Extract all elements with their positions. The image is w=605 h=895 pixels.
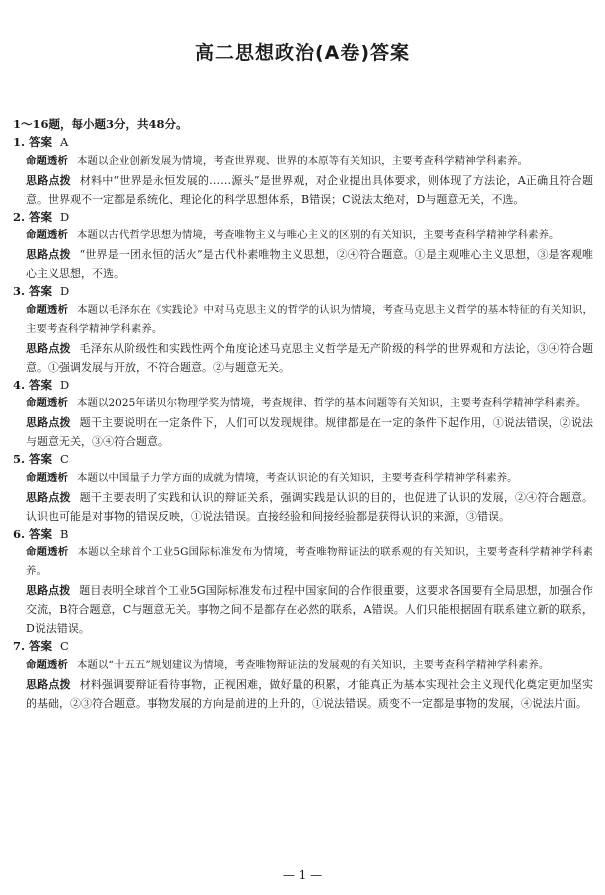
hint-label: 思路点拨 (26, 584, 71, 597)
analysis-label: 命题透析 (26, 546, 69, 558)
question-item (13, 377, 593, 452)
hint-text: 毛泽东从阶级性和实践性两个角度论述马克思主义哲学是无产阶级的科学的世界观和方法论，③④符合题意。①强调发展与开放，不符合题意。②与题意无关。 (26, 341, 593, 374)
hint-paragraph (13, 675, 593, 713)
answer-label: 答案 (29, 526, 53, 541)
answer-label: 答案 (29, 639, 53, 653)
analysis-label: 命题透析 (26, 303, 69, 316)
question-item (13, 209, 593, 284)
answer-value: A (60, 135, 69, 149)
hint-label: 思路点拨 (26, 248, 71, 261)
hint-text: 材料中“世界是永恒发展的……源头”是世界观，对企业提出具体要求，则体现了方法论，A正确且符合题意。世界观不一定都是系统化、理论化的科学思想体系，B错误；C说法太绝对，D与题意无关，不选。 (26, 173, 593, 206)
hint-paragraph (13, 245, 593, 283)
question-number: 4. (13, 377, 26, 392)
analysis-paragraph (13, 226, 593, 245)
question-number: 3. (13, 284, 26, 298)
question-number: 5. (13, 452, 26, 466)
answer-line (13, 209, 593, 227)
analysis-text: 本题以全球首个工业5G国际标准发布为情境，考查唯物辩证法的联系观的有关知识，主要考查科学精神学科素养。 (26, 546, 594, 577)
analysis-label: 命题透析 (26, 397, 68, 409)
hint-label: 思路点拨 (26, 341, 71, 355)
hint-label: 思路点拨 (26, 490, 71, 504)
question-list (13, 134, 593, 713)
answer-line (13, 283, 593, 301)
analysis-text: 本题以企业创新发展为情境，考查世界观、世界的本原等有关知识，主要考查科学精神学科素养。 (76, 154, 529, 167)
analysis-label: 命题透析 (26, 229, 68, 241)
analysis-text: 本题以中国量子力学方面的成就为情境，考查认识论的有关知识，主要考查科学精神学科素养。 (76, 471, 518, 484)
analysis-label: 命题透析 (26, 658, 68, 671)
answer-line (13, 526, 593, 544)
answer-line (13, 451, 593, 469)
answer-line (13, 134, 593, 152)
analysis-paragraph (13, 543, 593, 581)
answer-line (13, 638, 593, 656)
hint-paragraph (13, 171, 593, 209)
analysis-label: 命题透析 (26, 471, 68, 484)
question-item (13, 451, 593, 526)
question-number: 1. (13, 135, 26, 149)
answer-label: 答案 (29, 284, 53, 298)
answer-label: 答案 (29, 209, 53, 224)
answer-value: B (60, 526, 69, 541)
hint-paragraph (13, 488, 593, 526)
analysis-label: 命题透析 (26, 154, 68, 167)
question-number: 7. (13, 639, 26, 653)
question-number: 6. (13, 526, 26, 541)
analysis-paragraph (13, 152, 593, 171)
question-number: 2. (13, 209, 26, 224)
answer-value: C (60, 452, 69, 466)
answer-label: 答案 (29, 135, 53, 149)
answer-value: D (60, 377, 70, 392)
hint-paragraph (13, 339, 593, 377)
analysis-paragraph (13, 394, 593, 413)
answer-value: C (60, 639, 69, 653)
hint-text: 题干主要说明在一定条件下，人们可以发现规律。规律都是在一定的条件下起作用，①说法错误，②说法与题意无关，③④符合题意。 (26, 416, 593, 448)
answer-value: D (60, 209, 70, 224)
page-title: 高二思想政治(A卷)答案 (194, 42, 411, 64)
answer-label: 答案 (29, 452, 53, 466)
hint-label: 思路点拨 (26, 416, 71, 429)
analysis-text: 本题以2025年诺贝尔物理学奖为情境，考查规律、哲学的基本问题等有关知识，主要考查科学精神学科素养。 (76, 397, 587, 409)
question-item (13, 283, 593, 377)
hint-label: 思路点拨 (26, 677, 71, 691)
answer-line (13, 377, 593, 395)
question-item (13, 134, 593, 209)
analysis-text: 本题以毛泽东在《实践论》中对马克思主义的哲学的认识为情境，考查马克思主义哲学的基本特征的有关知识，主要考查科学精神学科素养。 (26, 303, 593, 335)
analysis-paragraph (13, 656, 593, 675)
analysis-paragraph (13, 301, 593, 339)
hint-label: 思路点拨 (26, 173, 71, 187)
hint-text: 题干主要表明了实践和认识的辩证关系，强调实践是认识的目的，也促进了认识的发展，②④符合题意。认识也可能是对事物的错误反映，①说法错误。直接经验和间接经验都是获得认识的来源，③错误。 (26, 490, 593, 523)
question-item (13, 638, 593, 713)
hint-text: 题目表明全球首个工业5G国际标准发布过程中国家间的合作很重要，这要求各国要有全局思想，加强合作交流，B符合题意，C与题意无关。事物之间不是都存在必然的联系，A错误。人们只能根据固有联系建立新的联系，D说法错误。 (26, 584, 593, 635)
intro-line: 1～16题，每小题3分，共48分。 (13, 117, 188, 131)
page-number: — 1 — (282, 868, 323, 882)
hint-paragraph (13, 581, 593, 638)
hint-paragraph (13, 413, 593, 451)
answer-label: 答案 (29, 377, 53, 392)
question-item (13, 526, 593, 639)
analysis-text: 本题以“十五五”规划建议为情境，考查唯物辩证法的发展观的有关知识，主要考查科学精神学科素养。 (76, 658, 550, 671)
hint-text: 材料强调要辩证看待事物，正视困难，做好量的积累，才能真正为基本实现社会主义现代化奠定更加坚实的基础，②③符合题意。事物发展的方向是前进的上升的，①说法错误。质变不一定都是事物的发展，④说法片面。 (26, 677, 593, 710)
analysis-paragraph (13, 469, 593, 488)
hint-text: “世界是一团永恒的活火”是古代朴素唯物主义思想，②④符合题意。①是主观唯心主义思想，③是客观唯心主义思想，不选。 (26, 248, 593, 280)
answer-value: D (60, 284, 70, 298)
analysis-text: 本题以古代哲学思想为情境，考查唯物主义与唯心主义的区别的有关知识，主要考查科学精神学科素养。 (76, 229, 560, 241)
